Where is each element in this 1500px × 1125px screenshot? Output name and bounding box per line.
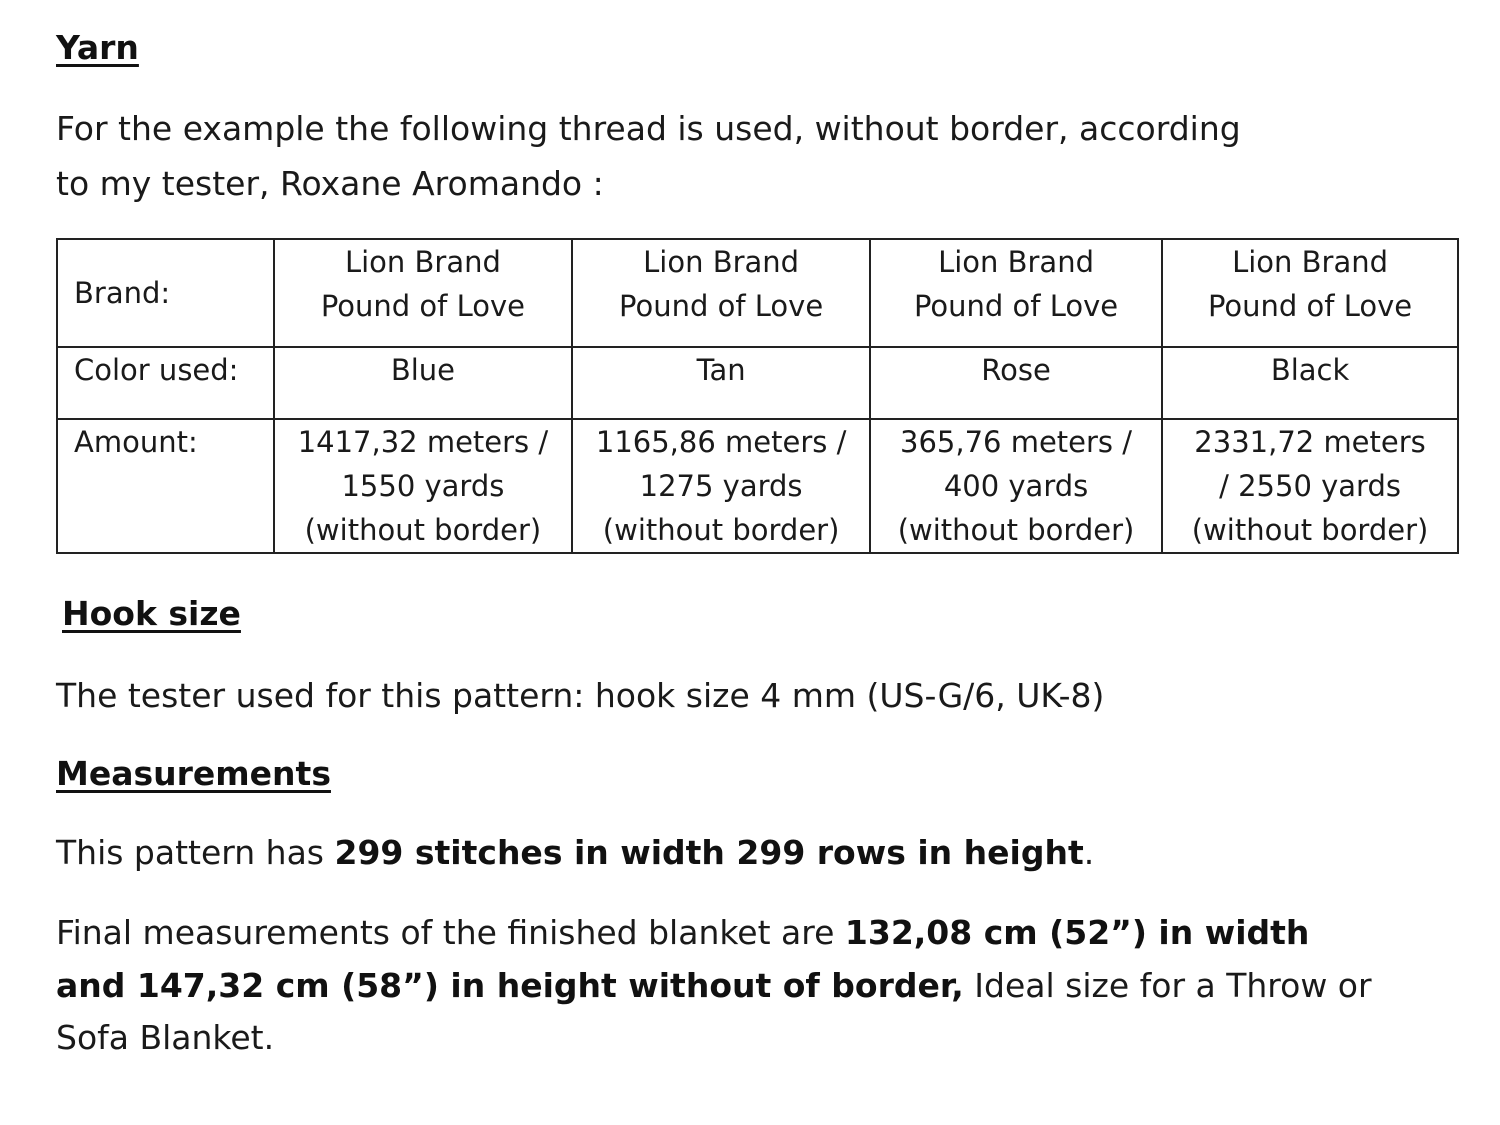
color-cell-3: Rose	[870, 347, 1162, 419]
amount-note: (without border)	[1191, 513, 1429, 547]
amount-meters: 365,76 meters /	[900, 425, 1133, 459]
brand-name: Lion Brand	[344, 245, 501, 279]
stitch-count-suffix: .	[1083, 833, 1095, 872]
yarn-table	[56, 238, 1459, 554]
yarn-line: Pound of Love	[320, 289, 525, 323]
amount-cell-4	[1162, 419, 1458, 553]
stitch-count-prefix: This pattern has	[56, 833, 335, 872]
final-measurements-prefix: Final measurements of the finished blanket are	[56, 913, 845, 952]
row-label-color: Color used:	[57, 347, 274, 419]
yarn-heading: Yarn	[56, 28, 139, 67]
stitch-count-bold: 299 stitches in width 299 rows in height	[334, 833, 1084, 872]
yarn-line: Pound of Love	[1207, 289, 1413, 323]
final-width-bold: 132,08 cm (52”) in width	[844, 913, 1310, 952]
amount-meters: 2331,72 meters	[1194, 425, 1426, 459]
yarn-intro-line-1: For the example the following thread is used, without border, according	[56, 109, 1241, 148]
amount-meters: 1417,32 meters /	[297, 425, 549, 459]
brand-cell-3	[870, 239, 1162, 347]
final-measurements-ideal: Ideal size for a Throw or	[963, 966, 1372, 1005]
amount-cell-3	[870, 419, 1162, 553]
stitch-count-paragraph	[56, 826, 1094, 880]
final-height-bold: and 147,32 cm (58”) in height without of border,	[56, 966, 964, 1005]
brand-name: Lion Brand	[643, 245, 800, 279]
amount-meters: 1165,86 meters /	[595, 425, 847, 459]
yarn-line: Pound of Love	[913, 289, 1119, 323]
table-row-brand	[57, 239, 1458, 347]
amount-note: (without border)	[304, 513, 542, 547]
hook-size-heading: Hook size	[62, 594, 241, 633]
measurements-heading: Measurements	[56, 754, 331, 793]
amount-yards: 1550 yards	[341, 469, 505, 503]
hook-size-text: The tester used for this pattern: hook size 4 mm (US-G/6, UK-8)	[56, 676, 1105, 715]
brand-name: Lion Brand	[1232, 245, 1389, 279]
amount-note: (without border)	[897, 513, 1135, 547]
amount-yards: 1275 yards	[639, 469, 803, 503]
final-measurements-line-1	[56, 906, 1309, 960]
amount-cell-2	[572, 419, 870, 553]
brand-cell-2	[572, 239, 870, 347]
brand-cell-1	[274, 239, 573, 347]
brand-cell-4	[1162, 239, 1458, 347]
row-label-amount: Amount:	[57, 419, 274, 553]
table-row-color	[57, 347, 1458, 419]
amount-yards: / 2550 yards	[1219, 469, 1401, 503]
amount-note: (without border)	[602, 513, 840, 547]
color-cell-1: Blue	[274, 347, 573, 419]
color-cell-4: Black	[1162, 347, 1458, 419]
color-cell-2: Tan	[572, 347, 870, 419]
yarn-line: Pound of Love	[619, 289, 824, 323]
final-measurements-line-2	[56, 959, 1372, 1013]
table-row-amount	[57, 419, 1458, 553]
final-measurements-line-3: Sofa Blanket.	[56, 1018, 275, 1057]
yarn-intro-line-2: to my tester, Roxane Aromando :	[56, 164, 604, 203]
brand-name: Lion Brand	[938, 245, 1094, 279]
amount-yards: 400 yards	[943, 469, 1089, 503]
row-label-brand: Brand:	[57, 239, 274, 347]
amount-cell-1	[274, 419, 573, 553]
